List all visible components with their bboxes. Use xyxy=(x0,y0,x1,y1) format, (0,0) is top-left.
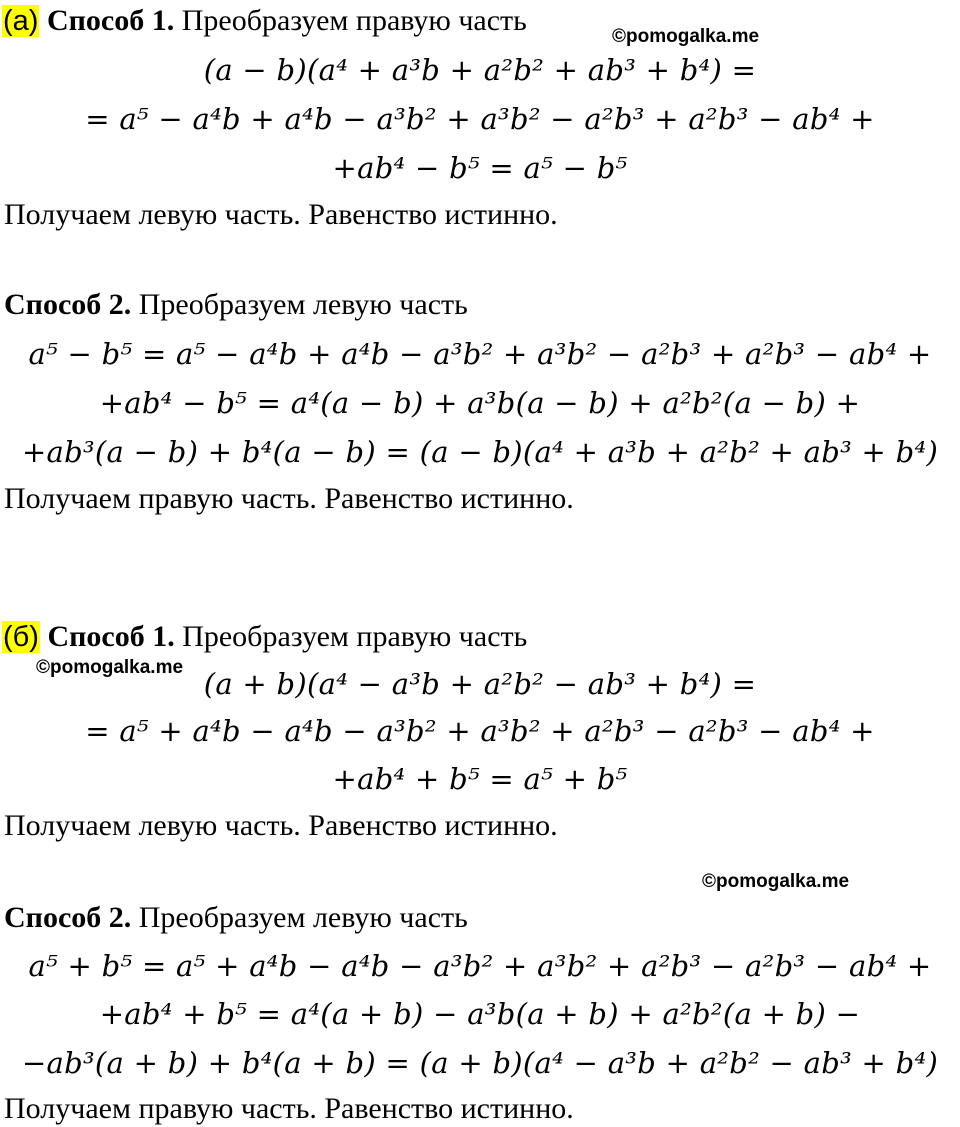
part-a-method1-title: Способ 1. xyxy=(46,4,175,37)
part-b-method1-eq-1: (a + b)(a⁴ − a³b + a²b² − ab³ + b⁴) = xyxy=(203,667,757,701)
part-b-method1-eq-2: = a⁵ + a⁴b − a⁴b − a³b² + a³b² + a²b³ − a²b³ − ab⁴ + xyxy=(85,714,875,748)
part-b-label: (б) xyxy=(3,621,39,653)
part-b-method1-eq-3: +ab⁴ + b⁵ = a⁵ + b⁵ xyxy=(332,762,628,796)
part-b-method1-heading xyxy=(2,622,527,652)
part-b-method1-conclusion: Получаем левую часть. Равенство истинно. xyxy=(4,809,558,842)
part-a-method1-heading xyxy=(2,6,527,36)
part-b-method2-eq-3: −ab³(a + b) + b⁴(a + b) = (a + b)(a⁴ − a³b + a²b² − ab³ + b⁴) xyxy=(21,1046,939,1080)
part-a-method1-conclusion: Получаем левую часть. Равенство истинно. xyxy=(4,198,558,231)
part-a-method1-eq-2: = a⁵ − a⁴b + a⁴b − a³b² + a³b² − a²b³ + a²b³ − ab⁴ + xyxy=(85,102,875,136)
part-a-method2-eq-1: a⁵ − b⁵ = a⁵ − a⁴b + a⁴b − a³b² + a³b² − a²b³ + a²b³ − ab⁴ + xyxy=(28,337,932,371)
watermark-3: ©pomogalka.me xyxy=(702,871,850,892)
part-b-method2-intro: Преобразуем левую часть xyxy=(131,901,468,934)
part-a-method2-title: Способ 2. xyxy=(4,288,132,321)
part-b-method2-eq-1: a⁵ + b⁵ = a⁵ + a⁴b − a⁴b − a³b² + a³b² + a²b³ − a²b³ − ab⁴ + xyxy=(28,949,932,983)
part-a-method2-intro: Преобразуем левую часть xyxy=(131,288,468,321)
part-b-method2-eq-2: +ab⁴ + b⁵ = a⁴(a + b) − a³b(a + b) + a²b²(a + b) − xyxy=(99,997,861,1031)
part-a-method1-eq-3: +ab⁴ − b⁵ = a⁵ − b⁵ xyxy=(332,151,628,185)
part-b-method2-conclusion: Получаем правую часть. Равенство истинно. xyxy=(4,1092,574,1125)
part-a-method2-eq-3: +ab³(a − b) + b⁴(a − b) = (a − b)(a⁴ + a³b + a²b² + ab³ + b⁴) xyxy=(21,435,939,469)
part-a-label: (а) xyxy=(3,5,39,37)
part-a-method2-eq-2: +ab⁴ − b⁵ = a⁴(a − b) + a³b(a − b) + a²b²(a − b) + xyxy=(99,386,861,420)
part-a-method2-conclusion: Получаем правую часть. Равенство истинно. xyxy=(4,482,574,515)
part-a-method1-intro: Преобразуем правую часть xyxy=(174,4,527,37)
watermark-2: ©pomogalka.me xyxy=(36,657,184,678)
watermark-1: ©pomogalka.me xyxy=(612,26,760,47)
part-a-method1-eq-1: (a − b)(a⁴ + a³b + a²b² + ab³ + b⁴) = xyxy=(203,53,757,87)
part-b-method1-title: Способ 1. xyxy=(47,620,175,653)
part-b-method2-title: Способ 2. xyxy=(4,901,132,934)
part-a-method2-heading xyxy=(4,290,468,320)
part-b-method1-intro: Преобразуем правую часть xyxy=(174,620,528,653)
part-b-method2-heading xyxy=(4,903,468,933)
